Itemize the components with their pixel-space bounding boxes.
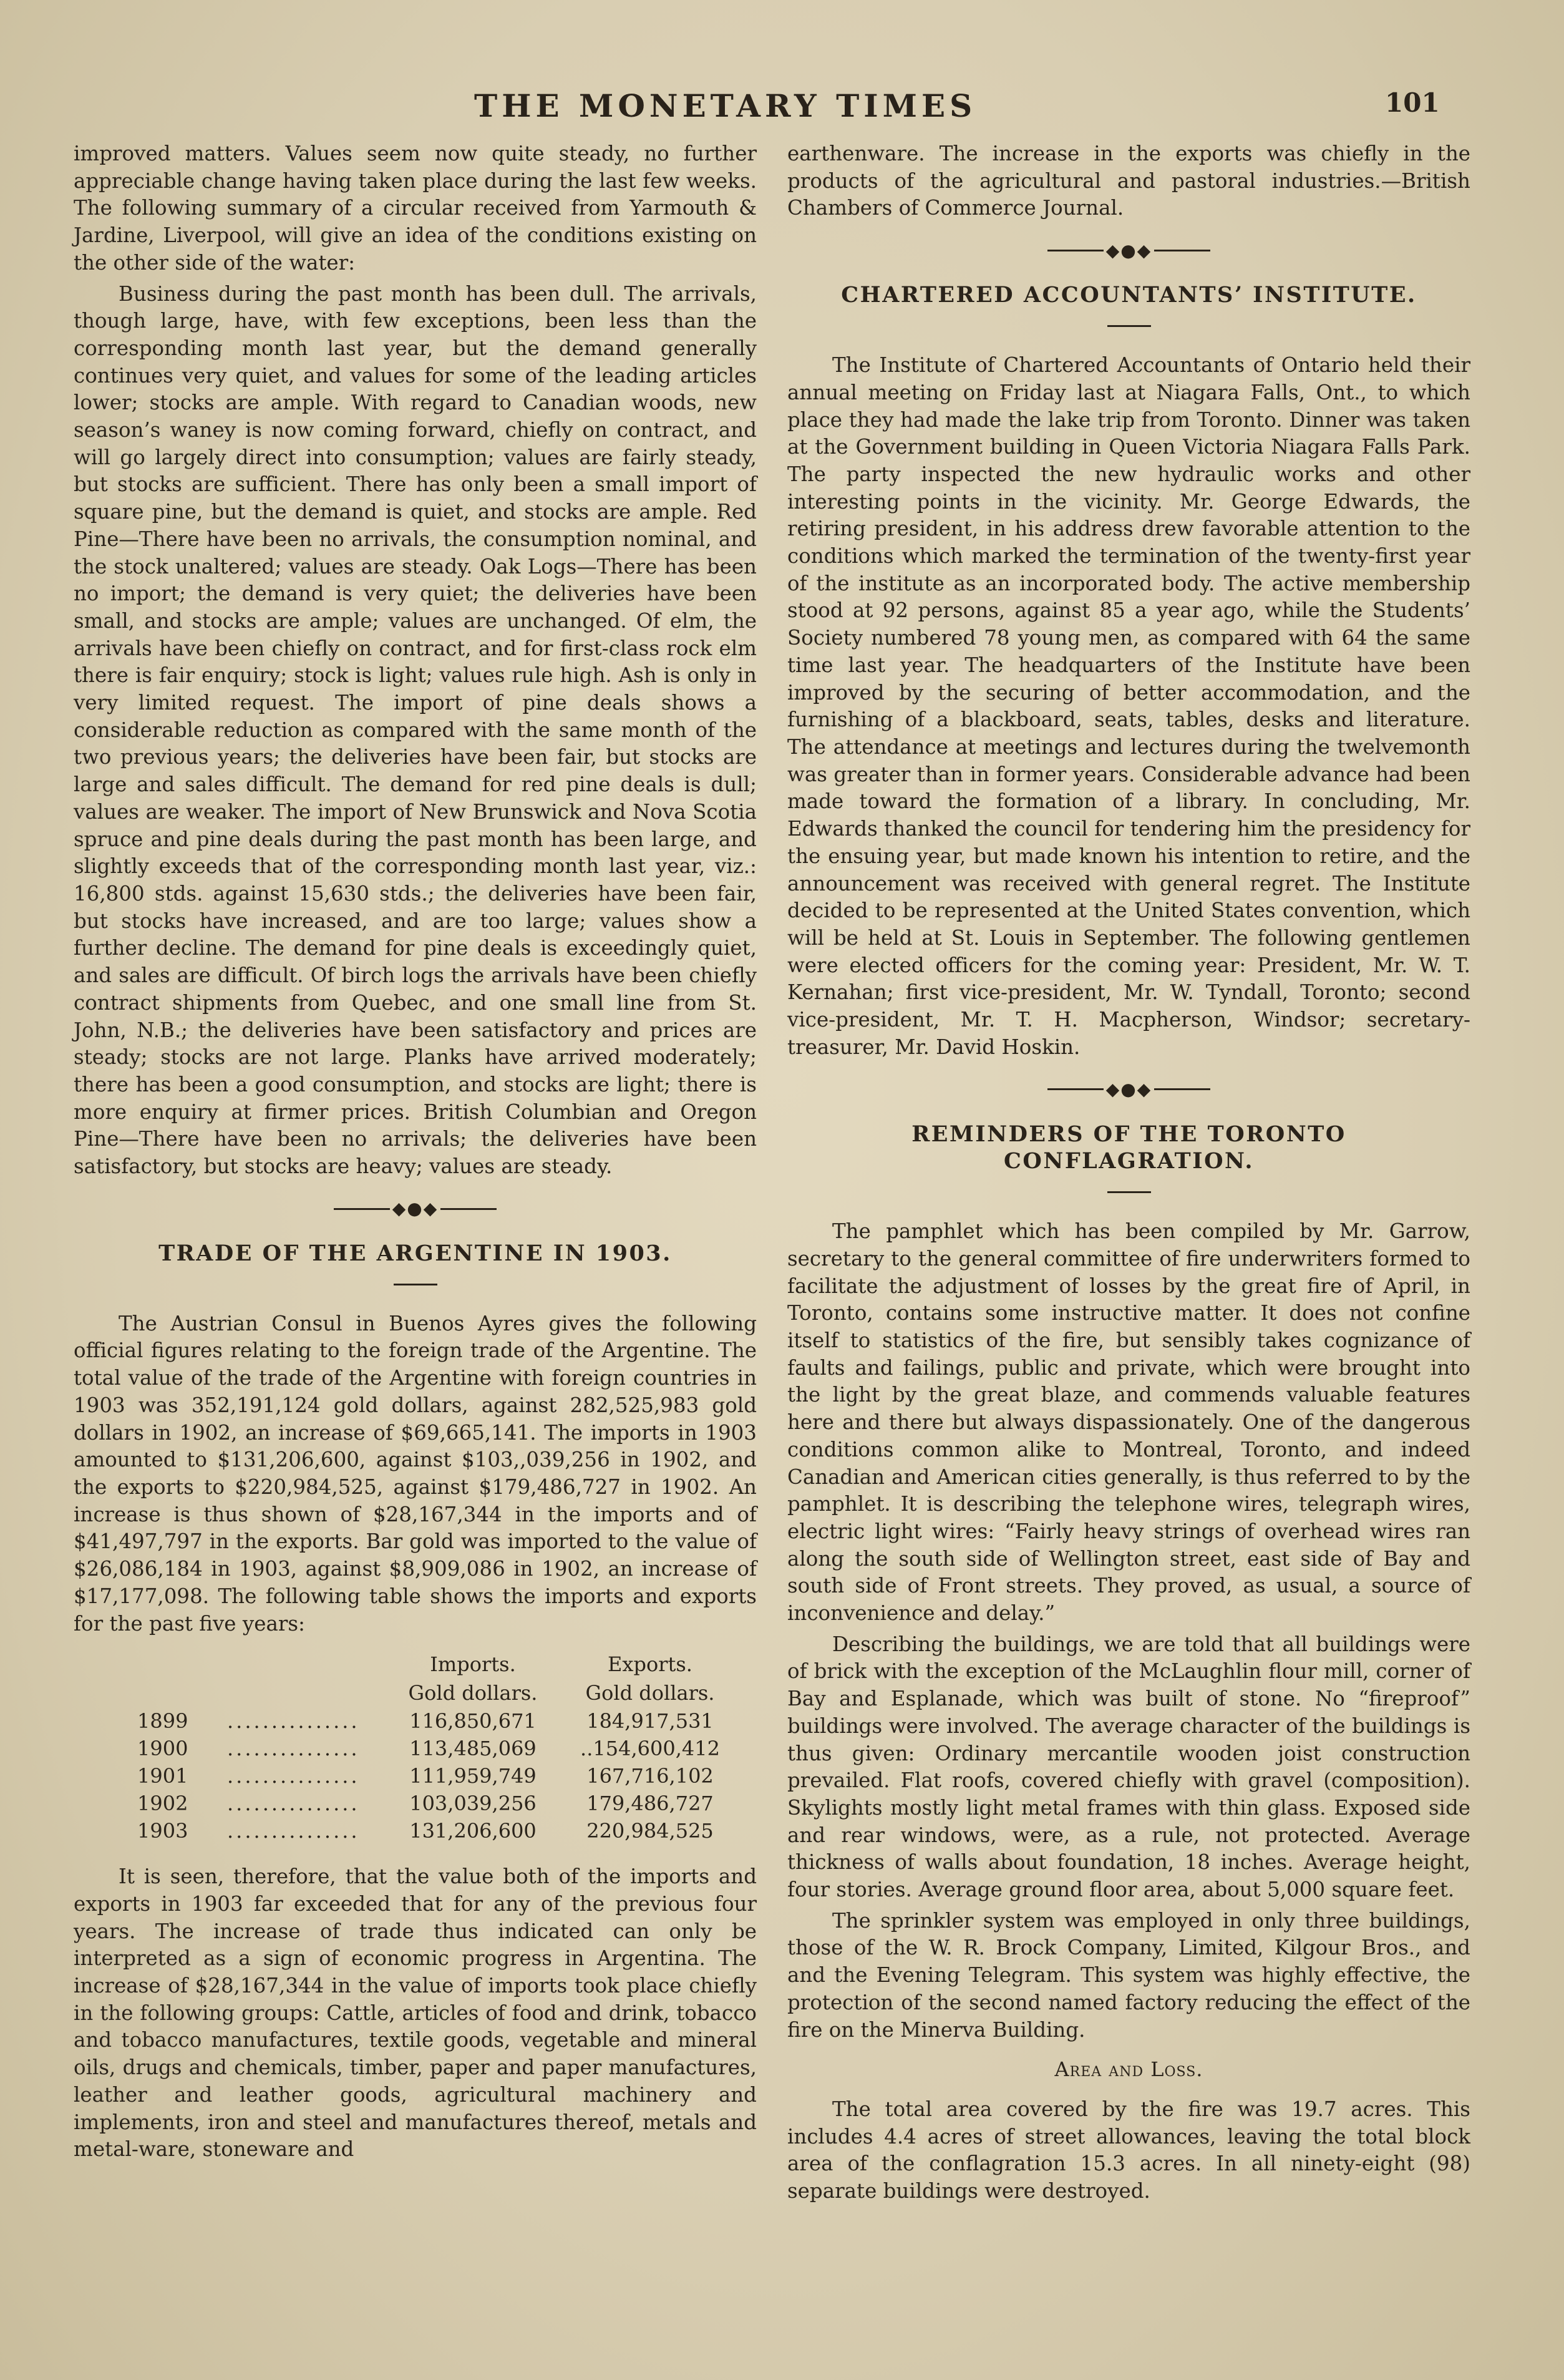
- leader-dots: ...............: [227, 1737, 360, 1761]
- year-cell: 1899: [137, 1709, 188, 1734]
- table-row: [130, 1817, 739, 1845]
- leader-dots: ...............: [227, 1709, 360, 1734]
- exports-cell: 184,917,531: [586, 1709, 714, 1734]
- exports-cell: 220,984,525: [586, 1819, 714, 1843]
- paragraph: It is seen, therefore, that the value both of the imports and exports in 1903 far exceeded that for any of the previous four years. The increase of trade thus indicated can only be interpreted as a sign of economic progress in Argentina. The increase of $28,167,344 in the value of imports took place chiefly in the following groups: Cattle, articles of food and drink, tobacco and tobacco manufactures, textile goods, vegetable and mineral oils, drugs and chemicals, timber, paper and paper manufactures, leather and leather goods, agricultural machinery and implements, iron and steel and manufactures thereof, metals and metal-ware, stoneware and: [74, 1865, 757, 2162]
- right-column: [787, 140, 1470, 2205]
- paragraph: The pamphlet which has been compiled by Mr. Garrow, secretary to the general committee of fire underwriters formed to facilitate the adjustment of losses by the great fire of April, in Toronto, contains some instructive matter. It does not confine itself to statistics of the fire, but sensibly takes cognizance of faults and failings, public and private, which were brought into the light by the great blaze, and commends valuable features here and there but always dispassionately. One of the dangerous conditions common alike to Montreal, Toronto, and indeed Canadian and American cities generally, is thus referred to by the pamphlet. It is describing the telephone wires, telegraph wires, electric light wires: “Fairly heavy strings of overhead wires ran along the south side of Wellington street, east side of Bay and south side of Front streets. They proved, as usual, a source of inconvenience and delay.”: [787, 1219, 1470, 1626]
- heading-rule: [1107, 325, 1151, 327]
- heading-rule: [394, 1284, 437, 1285]
- imports-cell: 103,039,256: [409, 1792, 537, 1816]
- masthead-title: THE MONETARY TIMES: [474, 87, 977, 124]
- exports-cell: 167,716,102: [586, 1764, 714, 1788]
- paragraph: improved matters. Values seem now quite steady, no further appreciable change having taken place during the last few weeks. The following summary of a circular received from Yarmouth & Jardine, Liverpool, will give an idea of the conditions existing on the other side of the water:: [74, 142, 757, 275]
- table-row: [130, 1735, 739, 1762]
- paragraph: The sprinkler system was employed in only three buildings, those of the W. R. Brock Company, Limited, Kilgour Bros., and and the Evening Telegram. This system was highly effective, the protection of the second named factory reducing the effect of the fire on the Minerva Building.: [787, 1908, 1470, 2042]
- table-subheader-row: [130, 1679, 739, 1707]
- year-cell: 1902: [137, 1792, 188, 1816]
- year-cell: 1900: [137, 1737, 188, 1761]
- table-row: [130, 1790, 739, 1817]
- year-cell: 1901: [137, 1764, 188, 1788]
- section-subheading: Area and Loss.: [1054, 2057, 1203, 2082]
- paragraph: The Institute of Chartered Accountants of Ontario held their annual meeting on Friday last at Niagara Falls, Ont., to which place they had made the lake trip from Toronto. Dinner was taken at the Government building in Queen Victoria Niagara Falls Park. The party inspected the new hydraulic works and other interesting points in the vicinity. Mr. George Edwards, the retiring president, in his address drew favorable attention to the conditions which marked the termination of the twenty-first year of the institute as an incorporated body. The active membership stood at 92 persons, against 85 a year ago, while the Students’ Society numbered 78 young men, as compared with 64 the same time last year. The headquarters of the Institute have been improved by the securing of better accommodation, and the furnishing of a blackboard, seats, tables, desks and literature. The attendance at meetings and lectures during the twelvemonth was greater than in former years. Considerable advance had been made toward the formation of a library. In concluding, Mr. Edwards thanked the council for tendering him the presidency for the ensuing year, but made known his intention to retire, and the announcement was received with general regret. The Institute decided to be represented at the United States convention, which will be held at St. Louis in September. The following gentlemen were elected officers for the coming year: President, Mr. W. T. Kernahan; first vice-president, Mr. W. Tyndall, Toronto; second vice-president, Mr. T. H. Macpherson, Windsor; secretary-treasurer, Mr. David Hoskin.: [787, 353, 1470, 1059]
- section-divider-ornament: ◆●◆: [74, 1194, 757, 1222]
- exports-cell: ..154,600,412: [580, 1737, 720, 1761]
- imports-cell: 113,485,069: [409, 1737, 537, 1761]
- paragraph: The Austrian Consul in Buenos Ayres gives the following official figures relating to the foreign trade of the Argentine. The total value of the trade of the Argentine with foreign countries in 1903 was 352,191,124 gold dollars, against 282,525,983 gold dollars in 1902, an increase of $69,665,141. The imports in 1903 amounted to $131,206,600, against $103,,039,256 in 1902, and the exports to $220,984,525, against $179,486,727 in 1902. An increase is thus shown of $28,167,344 in the imports and of $41,497,797 in the exports. Bar gold was imported to the value of $26,086,184 in 1903, against $8,909,086 in 1902, an increase of $17,177,098. The following table shows the imports and exports for the past five years:: [74, 1311, 757, 1636]
- article-heading: TRADE OF THE ARGENTINE IN 1903.: [158, 1241, 672, 1267]
- table-header-row: [130, 1650, 739, 1679]
- left-column: [74, 140, 757, 2163]
- imports-cell: 131,206,600: [409, 1819, 537, 1843]
- section-divider-ornament: ◆●◆: [787, 236, 1470, 264]
- year-cell: 1903: [137, 1819, 188, 1843]
- paragraph: Business during the past month has been dull. The arrivals, though large, have, with few exceptions, been less than the corresponding month last year, but the demand generally continues very quiet, and values for some of the leading articles lower; stocks are ample. With regard to Canadian woods, new season’s waney is now coming forward, chiefly on contract, and will go largely direct into consumption; values are fairly steady, but stocks are sufficient. There has only been a small import of square pine, but the demand is quiet, and stocks are ample. Red Pine—There have been no arrivals, the consumption nominal, and the stock unaltered; values are steady. Oak Logs—There has been no import; the demand is very quiet; the deliveries have been small, and stocks are ample; values are unchanged. Of elm, the arrivals have been chiefly on contract, and for first-class rock elm there is fair enquiry; stock is light; values rule high. Ash is only in very limited request. The import of pine deals shows a considerable reduction as compared with the same month of the two previous years; the deliveries have been fair, but stocks are large and sales difficult. The demand for red pine deals is dull; values are weaker. The import of New Brunswick and Nova Scotia spruce and pine deals during the past month has been large, and slightly exceeds that of the corresponding month last year, viz.: 16,800 stds. against 15,630 stds.; the deliveries have been fair, but stocks have increased, and are too large; values show a further decline. The demand for pine deals is exceedingly quiet, and sales are difficult. Of birch logs the arrivals have been chiefly contract shipments from Quebec, and one small line from St. John, N.B.; the deliveries have been satisfactory and prices are steady; stocks are not large. Planks have arrived moderately; there has been a good consumption, and stocks are light; there is more enquiry at firmer prices. British Columbian and Oregon Pine—There have been no arrivals; the deliveries have been satisfactory, but stocks are heavy; values are steady.: [74, 281, 757, 1179]
- trade-table: [130, 1650, 739, 1845]
- leader-dots: ...............: [227, 1819, 360, 1843]
- paragraph: The total area covered by the fire was 19.7 acres. This includes 4.4 acres of street allowances, leaving the total block area of the conflagration 15.3 acres. In all ninety-eight (98) separate buildings were destroyed.: [787, 2097, 1470, 2203]
- page-header: [0, 81, 1564, 131]
- column-header-exports: Exports.: [608, 1652, 692, 1677]
- paragraph: earthenware. The increase in the exports was chiefly in the products of the agricultural and pastoral industries.—British Chambers of Commerce Journal.: [787, 142, 1470, 220]
- article-heading: REMINDERS OF THE TORONTO CONFLAGRATION.: [911, 1121, 1346, 1174]
- imports-cell: 116,850,671: [409, 1709, 537, 1734]
- table-row: [130, 1707, 739, 1735]
- heading-rule: [1107, 1191, 1151, 1193]
- exports-cell: 179,486,727: [586, 1792, 714, 1816]
- section-divider-ornament: ◆●◆: [787, 1075, 1470, 1103]
- leader-dots: ...............: [227, 1792, 360, 1816]
- column-subheader-exports: Gold dollars.: [585, 1681, 715, 1705]
- page-number: 101: [1385, 87, 1440, 118]
- column-header-imports: Imports.: [430, 1652, 516, 1677]
- article-heading: CHARTERED ACCOUNTANTS’ INSTITUTE.: [841, 282, 1417, 308]
- imports-cell: 111,959,749: [409, 1764, 537, 1788]
- table-row: [130, 1762, 739, 1790]
- leader-dots: ...............: [227, 1764, 360, 1788]
- column-subheader-imports: Gold dollars.: [408, 1681, 538, 1705]
- paragraph: Describing the buildings, we are told that all buildings were of brick with the exception of the McLaughlin flour mill, corner of Bay and Esplanade, which was built of stone. No “fireproof” buildings were involved. The average character of the buildings is thus given: Ordinary mercantile wooden joist construction prevailed. Flat roofs, covered chiefly with gravel (composition). Skylights mostly light metal frames with thin glass. Exposed side and rear windows, were, as a rule, not protected. Average thickness of walls about foundation, 18 inches. Average height, four stories. Average ground floor area, about 5,000 square feet.: [787, 1632, 1470, 1902]
